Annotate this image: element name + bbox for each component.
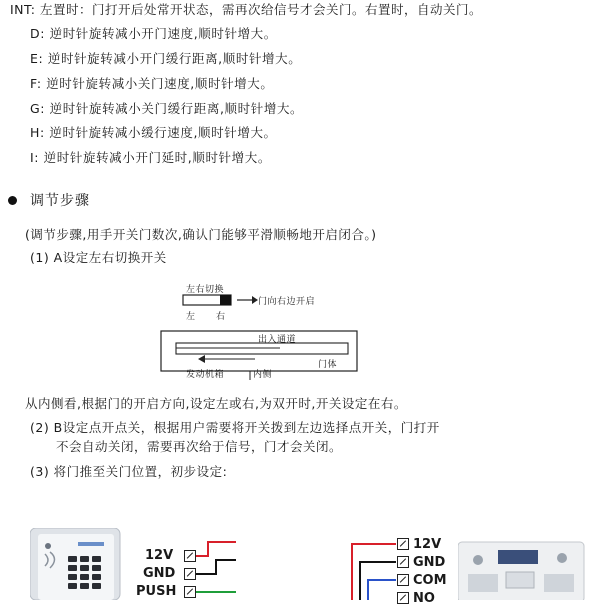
param-g: G: 逆时针旋转减小关门缓行距离,顺时针增大。: [30, 101, 304, 116]
right-wiring: [350, 540, 398, 600]
param-d: D: 逆时针旋转减小开门速度,顺时针增大。: [30, 26, 277, 41]
controller-knob-1: [473, 555, 483, 565]
intro-text: (调节步骤,用手开关门数次,确认门能够平滑顺畅地开启闭合。): [25, 227, 377, 242]
switch-left-label: 左: [186, 312, 196, 322]
left-wiring: [196, 540, 241, 600]
terminal-right-1: [397, 538, 409, 550]
wire-black-left: [196, 560, 236, 574]
wire-label-left-12v: 12V: [145, 548, 174, 563]
keypad-photo: [30, 528, 125, 600]
controller-knob-2: [557, 553, 567, 563]
wire-label-left-gnd: GND: [143, 566, 176, 581]
entry-label: 出入通道: [258, 335, 297, 345]
keypad-brand-strip: [78, 542, 104, 546]
step2-line1: (2) B设定点开点关，根据用户需要将开关拨到左边选择点开关，门打开: [30, 420, 440, 435]
wire-red-right: [352, 544, 396, 600]
controller-label: [498, 550, 538, 564]
controller-photo: [458, 540, 586, 600]
section-title: 调节步骤: [30, 193, 90, 209]
note-open-direction: 从内侧看,根据门的开启方向,设定左或右,为双开时,开关设定在右。: [25, 396, 407, 411]
param-h: H: 逆时针旋转减小缓行速度,顺时针增大。: [30, 125, 277, 140]
keypad-led: [45, 543, 51, 549]
switch-arrow-label: 门向右边开启: [258, 297, 316, 307]
terminal-left-2: [184, 568, 196, 580]
step2-line2: 不会自动关闭，需要再次给于信号，门才会关闭。: [56, 439, 343, 454]
controller-chip: [506, 572, 534, 588]
switch-knob: [220, 295, 231, 305]
step1-text: (1) A设定左右切换开关: [30, 250, 167, 265]
param-f: F: 逆时针旋转减小关门速度,顺时针增大。: [30, 76, 274, 91]
controller-block-2: [544, 574, 574, 592]
controller-block-1: [468, 574, 498, 592]
switch-title: 左右切换: [186, 285, 225, 295]
wire-label-left-push: PUSH: [136, 584, 177, 599]
bullet-icon: [8, 196, 17, 205]
terminal-right-3: [397, 574, 409, 586]
wire-label-right-no: NO: [413, 591, 435, 606]
param-int: INT: 左置时：门打开后处常开状态，需再次给信号才会关门。右置时，自动关门。: [10, 2, 482, 17]
terminal-right-4: [397, 592, 409, 604]
terminal-left-3: [184, 586, 196, 598]
door-body-label: 门体: [318, 360, 338, 370]
terminal-left-1: [184, 550, 196, 562]
wire-label-right-com: COM: [413, 573, 447, 588]
switch-right-label: 右: [216, 312, 226, 322]
motor-box-label: 发动机箱: [186, 370, 225, 380]
wire-label-right-12v: 12V: [413, 537, 442, 552]
wire-blue-right: [368, 580, 396, 600]
terminal-right-2: [397, 556, 409, 568]
inside-label: 内侧: [253, 370, 273, 380]
param-i: I: 逆时针旋转减小开门延时,顺时针增大。: [30, 150, 271, 165]
wire-label-right-gnd: GND: [413, 555, 446, 570]
param-e: E: 逆时针旋转减小开门缓行距离,顺时针增大。: [30, 51, 302, 66]
step3-text: (3) 将门推至关门位置，初步设定:: [30, 464, 228, 479]
wire-red-left: [196, 542, 236, 556]
